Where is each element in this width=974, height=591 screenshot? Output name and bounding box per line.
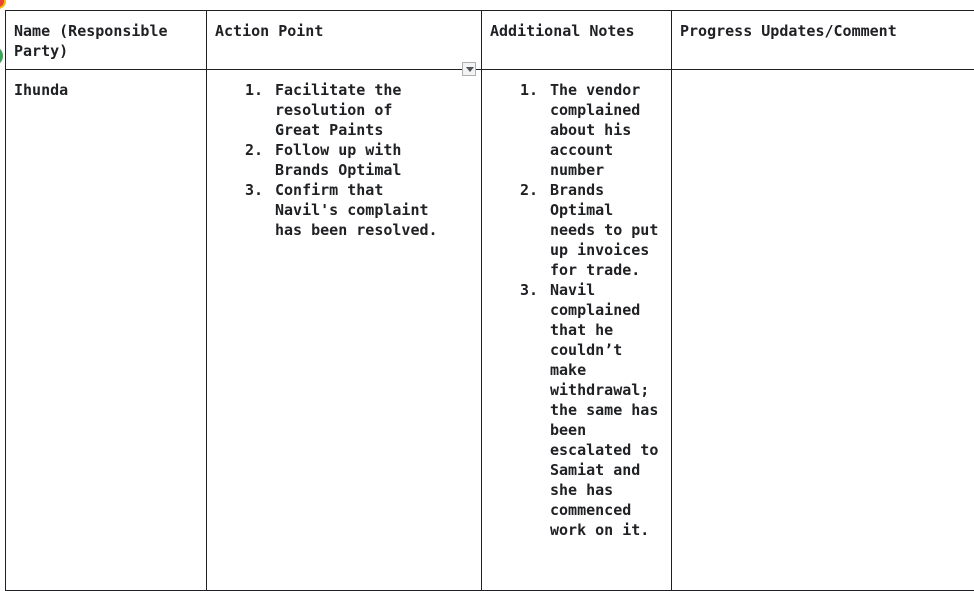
notes-list	[520, 80, 660, 540]
chevron-down-icon[interactable]	[462, 62, 476, 76]
action-point-text: Follow up with Brands Optimal	[275, 141, 401, 179]
list-item: 3. Confirm that Navil's complaint has been resolved.	[245, 180, 445, 240]
list-item: 2. Follow up with Brands Optimal	[245, 140, 445, 180]
header-action-point[interactable]	[207, 11, 482, 70]
progress-text	[672, 70, 974, 80]
list-item: 2. Brands Optimal needs to put up invoices for trade.	[520, 180, 660, 280]
header-name[interactable]	[6, 11, 207, 70]
note-text: Navil complained that he couldn’t make withdrawal; the same has been escalated to Samiat and she has commenced work on it.	[550, 281, 658, 539]
action-point-text: Facilitate the resolution of Great Paints	[275, 81, 401, 139]
list-item: 1. Facilitate the resolution of Great Paints	[245, 80, 445, 140]
action-point-text: Confirm that Navil's complaint has been resolved.	[275, 181, 438, 239]
table-row	[6, 70, 974, 591]
app-badge-icon[interactable]	[0, 0, 6, 9]
header-name-text: Name (Responsible Party)	[6, 11, 206, 61]
cell-action-point[interactable]	[207, 70, 482, 591]
cell-name[interactable]	[6, 70, 207, 591]
note-text: The vendor complained about his account number	[550, 81, 640, 179]
cell-additional-notes[interactable]	[482, 70, 672, 591]
list-item: 3. Navil complained that he couldn’t make withdrawal; the same has been escalated to Samiat and she has commenced work on it.	[520, 280, 660, 540]
responsible-party: Ihunda	[6, 70, 206, 100]
action-point-list	[245, 80, 445, 240]
header-additional-notes-text: Additional Notes	[482, 11, 671, 41]
header-action-point-text: Action Point	[207, 11, 481, 41]
action-table	[5, 10, 974, 591]
note-text: Brands Optimal needs to put up invoices for trade.	[550, 181, 658, 279]
header-progress[interactable]	[672, 11, 974, 70]
table-header-row	[6, 11, 974, 70]
cell-progress[interactable]	[672, 70, 974, 591]
header-additional-notes[interactable]	[482, 11, 672, 70]
list-item: 1. The vendor complained about his account number	[520, 80, 660, 180]
header-progress-text: Progress Updates/Comment	[672, 11, 974, 41]
side-tab-icon[interactable]	[0, 46, 3, 66]
